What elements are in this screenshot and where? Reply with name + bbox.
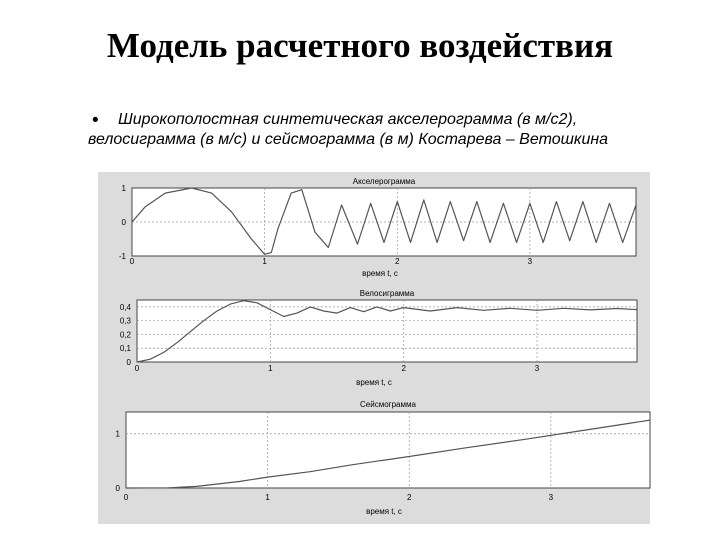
plot-area-3 [126, 412, 650, 488]
y-tick-label: 0,1 [119, 344, 131, 354]
x-tick-label: 2 [395, 257, 400, 266]
x-tick-label: 1 [268, 364, 273, 373]
plot-area-2 [137, 300, 637, 362]
subtitle-line-1: Широкополостная синтетическая акселерограмма (в м/с2), [118, 111, 578, 128]
subtitle-line-2: велосиграмма (в м/с) и сейсмограмма (в м) Костарева – Ветошкина [88, 131, 609, 148]
x-tick-label: 0 [129, 257, 135, 266]
x-axis-label: время t, с [362, 269, 398, 278]
x-tick-label: 3 [534, 364, 540, 373]
x-tick-label: 1 [265, 493, 270, 502]
slide-title: Модель расчетного воздействия [106, 26, 614, 65]
bullet-marker: • [92, 110, 99, 131]
x-tick-label: 3 [527, 257, 533, 266]
x-tick-label: 1 [262, 257, 267, 266]
y-tick-label: -1 [118, 252, 126, 261]
y-tick-label: 0 [115, 484, 120, 493]
x-tick-label: 3 [548, 493, 554, 502]
y-tick-label: 1 [121, 184, 126, 193]
chart-title: Сейсмограмма [360, 400, 416, 409]
x-tick-label: 2 [407, 493, 412, 502]
y-tick-label: 0 [121, 218, 126, 227]
y-tick-label: 0,2 [119, 330, 131, 340]
chart-title: Акселерограмма [352, 177, 416, 186]
chart-title: Велосиграмма [359, 289, 415, 298]
x-axis-label: время t, с [366, 507, 402, 516]
x-tick-label: 2 [401, 364, 406, 373]
x-tick-label: 0 [134, 364, 140, 373]
y-tick-label: 0,3 [119, 316, 131, 326]
x-tick-label: 0 [123, 493, 129, 502]
x-axis-label: время t, с [356, 378, 392, 387]
y-tick-label: 0 [126, 358, 131, 367]
y-tick-label: 0,4 [119, 302, 131, 312]
y-tick-label: 1 [115, 429, 120, 439]
